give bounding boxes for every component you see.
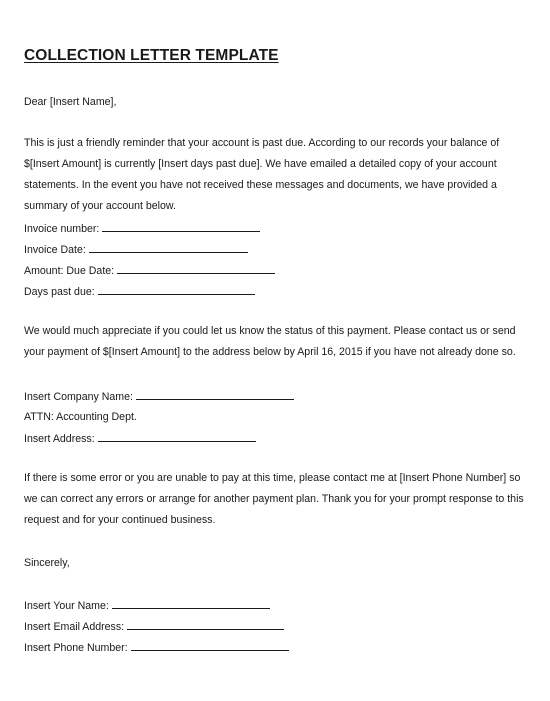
amount-due-date-field[interactable] xyxy=(24,263,275,278)
your-name-blank[interactable] xyxy=(112,598,270,609)
your-name-label: Insert Your Name: xyxy=(24,600,109,612)
amount-due-date-label: Amount: Due Date: xyxy=(24,265,115,277)
closing: Sincerely, xyxy=(24,557,70,569)
days-past-due-blank[interactable] xyxy=(98,284,255,295)
company-name-field[interactable] xyxy=(24,389,294,404)
company-name-blank[interactable] xyxy=(136,389,294,400)
email-address-label: Insert Email Address: xyxy=(24,621,125,633)
paragraph-error-contact: If there is some error or you are unable to pay at this time, please contact me at [Insert Phone Number] so we can correct any errors or arrange for another payment plan. Thank you for your prompt response to this request and for your continued business. xyxy=(24,472,524,526)
invoice-number-field[interactable] xyxy=(24,221,260,236)
days-past-due-field[interactable] xyxy=(24,284,255,299)
paragraph-status-request: We would much appreciate if you could let us know the status of this payment. Please contact us or send your payment of $[Insert Amount] to the address below by April 16, 2015 if you have not already done so. xyxy=(24,325,516,358)
invoice-date-blank[interactable] xyxy=(89,242,248,253)
invoice-date-label: Invoice Date: xyxy=(24,244,86,256)
email-address-blank[interactable] xyxy=(127,619,284,630)
email-address-field[interactable] xyxy=(24,619,284,634)
document-title: COLLECTION LETTER TEMPLATE xyxy=(24,47,279,64)
phone-number-label: Insert Phone Number: xyxy=(24,642,128,654)
amount-due-date-blank[interactable] xyxy=(117,263,275,274)
phone-number-blank[interactable] xyxy=(131,640,289,651)
your-name-field[interactable] xyxy=(24,598,270,613)
invoice-number-label: Invoice number: xyxy=(24,223,100,235)
attn-line: ATTN: Accounting Dept. xyxy=(24,411,137,423)
company-name-label: Insert Company Name: xyxy=(24,391,133,403)
days-past-due-label: Days past due: xyxy=(24,286,95,298)
address-label: Insert Address: xyxy=(24,433,95,445)
address-field[interactable] xyxy=(24,431,256,446)
invoice-number-blank[interactable] xyxy=(102,221,260,232)
address-blank[interactable] xyxy=(98,431,256,442)
invoice-date-field[interactable] xyxy=(24,242,248,257)
phone-number-field[interactable] xyxy=(24,640,289,655)
paragraph-reminder: This is just a friendly reminder that your account is past due. According to our records your balance of $[Insert Amount] is currently [Insert days past due]. We have emailed a detailed copy of your account statements. In the event you have not received these messages and documents, we have provided a summary of your account below. xyxy=(24,137,500,212)
salutation: Dear [Insert Name], xyxy=(24,96,117,108)
